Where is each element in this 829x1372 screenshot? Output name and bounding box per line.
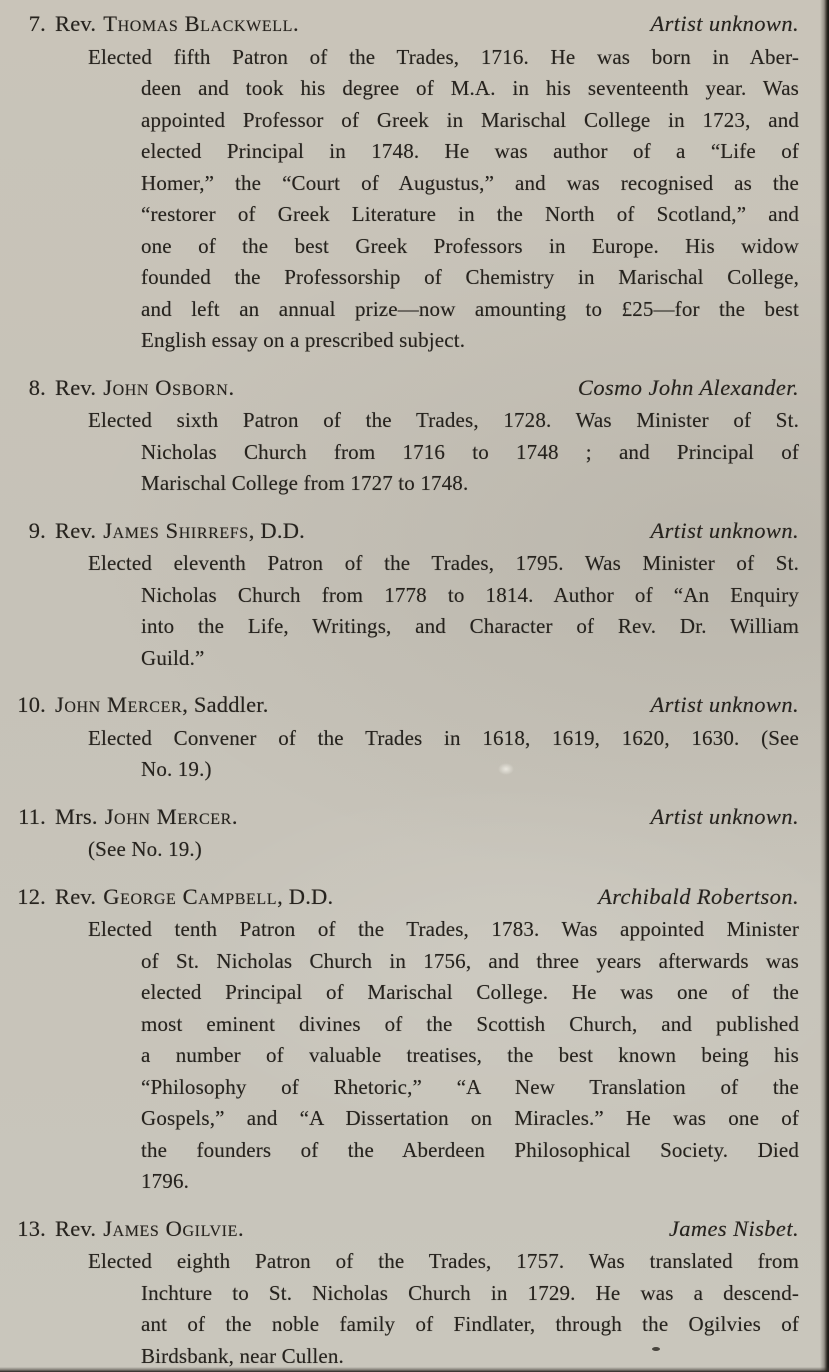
entry-artist: Artist unknown. xyxy=(650,11,799,36)
entry-title-prefix: Rev. xyxy=(55,1215,97,1241)
entry-text-line: a number of valuable treatises, the best known being his xyxy=(141,1043,799,1067)
entry-name: John Osborn xyxy=(103,374,229,400)
entry-title-suffix: , D.D. xyxy=(248,517,305,543)
entry-title xyxy=(14,1213,244,1245)
entry-title xyxy=(14,881,333,913)
entry-text-line: English essay on a prescribed subject. xyxy=(141,328,466,352)
catalogue-entry xyxy=(14,372,799,500)
entry-body xyxy=(88,42,799,357)
entry-text-line: ant of the noble family of Findlater, through the Ogilvies of xyxy=(141,1312,799,1336)
entry-text-line: and left an annual prize—now amounting to £25—for the best xyxy=(141,296,799,321)
entry-text-line: Elected Convener of the Trades in 1618, 1619, 1620, 1630. (See xyxy=(88,725,799,750)
entry-text-line: Birdsbank, near Cullen. xyxy=(141,1343,344,1368)
entry-artist: Artist unknown. xyxy=(650,803,799,829)
entry-text-line: of St. Nicholas Church in 1756, and three years afterwards was xyxy=(141,948,799,973)
entry-body xyxy=(88,405,799,500)
entry-text-line: No. 19.) xyxy=(141,757,212,781)
entry-text-line: Elected fifth Patron of the Trades, 1716. He was born in Aber- xyxy=(88,44,799,69)
entry-title xyxy=(14,372,234,404)
entry-text-line: Elected eleventh Patron of the Trades, 1795. Was Minister of St. xyxy=(88,551,799,575)
entry-text-line: Guild.” xyxy=(141,645,205,670)
entry-title-suffix: . xyxy=(292,11,299,36)
entry-heading xyxy=(14,8,799,40)
entry-number: 10. xyxy=(17,692,46,717)
entry-title-suffix: . xyxy=(231,803,238,829)
entry-number: 7. xyxy=(28,11,46,36)
entry-text-line: into the Life, Writings, and Character of Rev. Dr. William xyxy=(141,614,799,638)
entry-title xyxy=(14,515,305,547)
entry-title-suffix: . xyxy=(237,1215,244,1241)
entry-text-line: Elected sixth Patron of the Trades, 1728. Was Minister of St. xyxy=(88,408,799,432)
entry-name: James Ogilvie xyxy=(103,1215,238,1241)
page-content xyxy=(14,8,799,1372)
page-edge-shadow-right xyxy=(820,0,829,1372)
entry-heading xyxy=(14,689,799,721)
entry-artist: Cosmo John Alexander. xyxy=(577,374,799,400)
entry-artist: James Nisbet. xyxy=(668,1215,799,1241)
catalogue-entry xyxy=(14,801,799,866)
catalogue-entry xyxy=(14,515,799,675)
entry-heading xyxy=(14,1213,799,1245)
entry-heading xyxy=(14,801,799,833)
entry-name: George Campbell xyxy=(103,883,278,909)
entry-title xyxy=(14,689,269,721)
page-edge-shadow-bottom xyxy=(0,1367,829,1372)
entry-text-line: 1796. xyxy=(141,1169,189,1193)
entry-text-line: Marischal College from 1727 to 1748. xyxy=(141,471,469,495)
entry-title-prefix: Rev. xyxy=(55,883,97,909)
entry-text-line: Nicholas Church from 1778 to 1814. Author of “An Enquiry xyxy=(141,582,799,607)
entry-text-line: Nicholas Church from 1716 to 1748 ; and Principal of xyxy=(141,439,799,464)
entry-name: Thomas Blackwell xyxy=(103,11,293,36)
entry-text-line: deen and took his degree of M.A. in his seventeenth year. Was xyxy=(141,76,799,100)
entry-title-suffix: , Saddler. xyxy=(182,692,269,717)
entry-heading xyxy=(14,881,799,913)
entry-text-line: Inchture to St. Nicholas Church in 1729. He was a descend- xyxy=(141,1280,799,1305)
entry-name: John Mercer xyxy=(55,692,183,717)
entry-body xyxy=(88,548,799,674)
scan-artifact-light-spot xyxy=(498,763,514,775)
entry-text-line: Gospels,” and “A Dissertation on Miracles.” He was one of xyxy=(141,1106,799,1130)
entry-number: 9. xyxy=(28,517,46,543)
entry-heading xyxy=(14,372,799,404)
entry-text-line: one of the best Greek Professors in Europe. His widow xyxy=(141,233,799,258)
entry-name: James Shirrefs xyxy=(103,517,249,543)
entry-number: 13. xyxy=(17,1215,46,1241)
catalogue-entry xyxy=(14,8,799,357)
entry-title-prefix: Mrs. xyxy=(55,803,98,829)
entry-text-line: founded the Professorship of Chemistry in Marischal College, xyxy=(141,265,799,289)
entry-title-suffix: , D.D. xyxy=(277,883,334,909)
entry-text-line: (See No. 19.) xyxy=(88,837,202,861)
entry-title xyxy=(14,8,299,40)
entry-artist: Archibald Robertson. xyxy=(598,883,799,909)
entry-text-line: Homer,” the “Court of Augustus,” and was recognised as the xyxy=(141,170,799,195)
entry-text-line: Elected tenth Patron of the Trades, 1783. Was appointed Minister xyxy=(88,917,799,941)
entry-text-line: elected Principal in 1748. He was author of a “Life of xyxy=(141,139,799,163)
catalogue-entry xyxy=(14,881,799,1198)
entry-text-line: elected Principal of Marischal College. He was one of the xyxy=(141,980,799,1004)
entry-number: 8. xyxy=(28,374,46,400)
entry-heading xyxy=(14,515,799,547)
entry-number: 12. xyxy=(17,883,46,909)
entry-text-line: Elected eighth Patron of the Trades, 1757. Was translated from xyxy=(88,1249,799,1273)
entry-text-line: “Philosophy of Rhetoric,” “A New Translation of the xyxy=(141,1074,799,1099)
entry-title-prefix: Rev. xyxy=(55,374,97,400)
entry-title xyxy=(14,801,238,833)
entry-name: John Mercer xyxy=(104,803,232,829)
entry-text-line: the founders of the Aberdeen Philosophical Society. Died xyxy=(141,1137,799,1162)
entry-number: 11. xyxy=(18,803,46,829)
entry-artist: Artist unknown. xyxy=(650,692,799,717)
entry-text-line: appointed Professor of Greek in Marischal College in 1723, and xyxy=(141,107,799,132)
entry-artist: Artist unknown. xyxy=(650,517,799,543)
entry-body xyxy=(88,1246,799,1372)
entry-text-line: most eminent divines of the Scottish Church, and published xyxy=(141,1011,799,1036)
scan-artifact-dark-speck xyxy=(652,1347,660,1351)
entry-title-prefix: Rev. xyxy=(55,517,97,543)
catalogue-entry xyxy=(14,1213,799,1372)
entry-title-suffix: . xyxy=(228,374,235,400)
entry-body xyxy=(88,914,799,1198)
entry-text-line: “restorer of Greek Literature in the North of Scotland,” and xyxy=(141,202,799,226)
catalogue-entry xyxy=(14,689,799,786)
entry-body xyxy=(88,723,799,786)
entry-title-prefix: Rev. xyxy=(55,11,97,36)
entry-body xyxy=(88,834,799,866)
